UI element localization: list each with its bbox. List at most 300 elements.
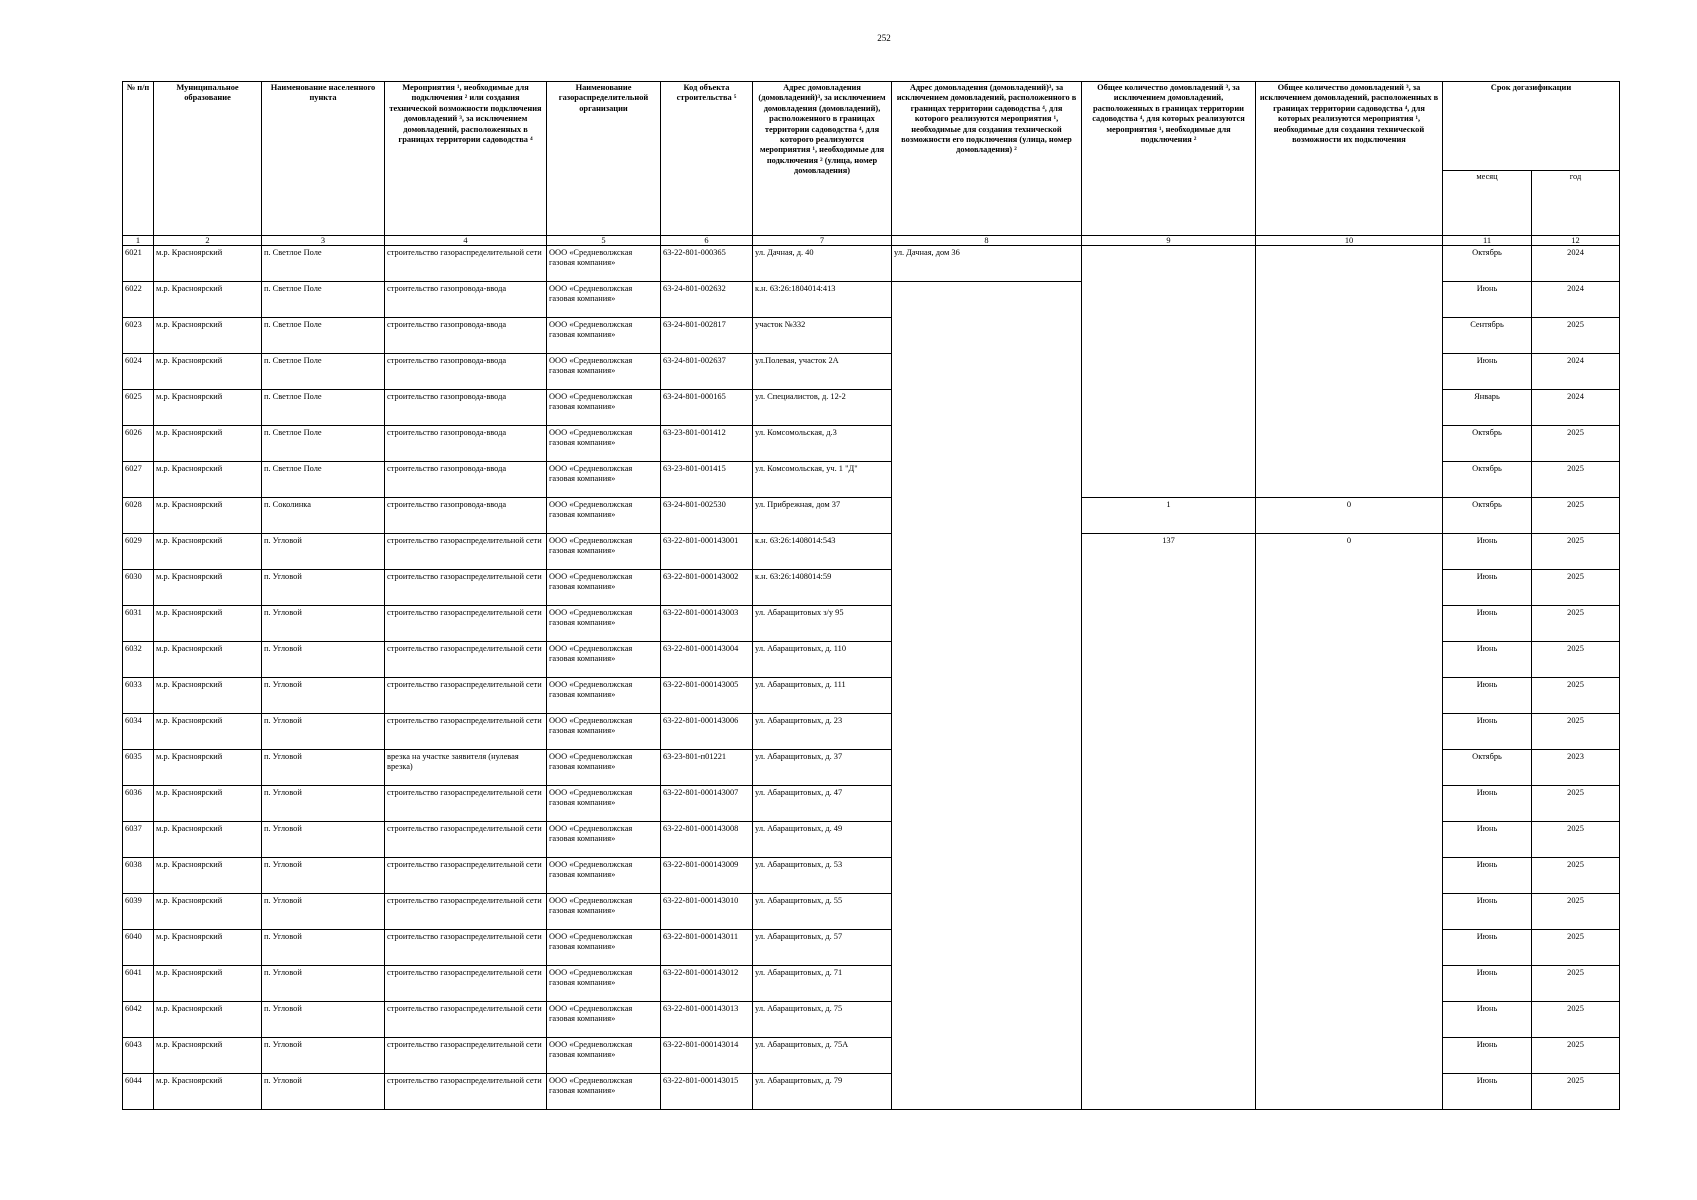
gdo-name: ООО «Средневолжская газовая компания»: [547, 1002, 661, 1038]
settlement: п. Угловой: [262, 1074, 385, 1110]
object-code: 63-22-801-000143008: [661, 822, 753, 858]
address-garden: [892, 1002, 1082, 1038]
row-number: 6038: [123, 858, 154, 894]
gdo-name: ООО «Средневолжская газовая компания»: [547, 678, 661, 714]
measure: строительство газораспределительной сети: [385, 714, 547, 750]
count-connect: [1082, 246, 1256, 282]
settlement: п. Угловой: [262, 642, 385, 678]
measure: строительство газораспределительной сети: [385, 858, 547, 894]
object-code: 63-23-801-п01221: [661, 750, 753, 786]
address: участок №332: [753, 318, 892, 354]
row-number: 6024: [123, 354, 154, 390]
row-number: 6043: [123, 1038, 154, 1074]
address-garden: [892, 318, 1082, 354]
deadline-year: 2024: [1532, 390, 1620, 426]
gdo-name: ООО «Средневолжская газовая компания»: [547, 426, 661, 462]
object-code: 63-24-801-002530: [661, 498, 753, 534]
header-num: № п/п: [123, 82, 154, 236]
row-number: 6040: [123, 930, 154, 966]
count-connect: [1082, 966, 1256, 1002]
table-row: [123, 786, 1620, 822]
deadline-month: Июнь: [1443, 1038, 1532, 1074]
measure: строительство газопровода-ввода: [385, 318, 547, 354]
deadline-month: Июнь: [1443, 858, 1532, 894]
count-tech: [1256, 246, 1443, 282]
measure: строительство газораспределительной сети: [385, 678, 547, 714]
row-number: 6022: [123, 282, 154, 318]
gdo-name: ООО «Средневолжская газовая компания»: [547, 498, 661, 534]
measure: строительство газопровода-ввода: [385, 390, 547, 426]
column-number: 11: [1443, 236, 1532, 246]
measure: строительство газопровода-ввода: [385, 282, 547, 318]
deadline-year: 2025: [1532, 1002, 1620, 1038]
address-garden: [892, 390, 1082, 426]
count-tech: [1256, 1002, 1443, 1038]
object-code: 63-22-801-000143004: [661, 642, 753, 678]
deadline-month: Июнь: [1443, 678, 1532, 714]
deadline-month: Июнь: [1443, 1002, 1532, 1038]
settlement: п. Угловой: [262, 786, 385, 822]
address-garden: [892, 894, 1082, 930]
column-number: 3: [262, 236, 385, 246]
object-code: 63-24-801-002632: [661, 282, 753, 318]
deadline-month: Октябрь: [1443, 498, 1532, 534]
address: ул.Полевая, участок 2А: [753, 354, 892, 390]
column-number: 1: [123, 236, 154, 246]
settlement: п. Соколинка: [262, 498, 385, 534]
row-number: 6030: [123, 570, 154, 606]
deadline-year: 2025: [1532, 966, 1620, 1002]
deadline-month: Июнь: [1443, 966, 1532, 1002]
deadline-month: Июнь: [1443, 894, 1532, 930]
measure: строительство газопровода-ввода: [385, 498, 547, 534]
settlement: п. Угловой: [262, 1002, 385, 1038]
table-row: [123, 966, 1620, 1002]
row-number: 6036: [123, 786, 154, 822]
settlement: п. Угловой: [262, 750, 385, 786]
deadline-month: Июнь: [1443, 534, 1532, 570]
count-tech: [1256, 462, 1443, 498]
address: ул. Комсомольская, д.3: [753, 426, 892, 462]
deadline-year: 2025: [1532, 678, 1620, 714]
address-garden: [892, 930, 1082, 966]
municipality: м.р. Красноярский: [154, 678, 262, 714]
address: ул. Абаращитовых, д. 110: [753, 642, 892, 678]
municipality: м.р. Красноярский: [154, 822, 262, 858]
address-garden: [892, 678, 1082, 714]
deadline-month: Июнь: [1443, 606, 1532, 642]
table-row: [123, 318, 1620, 354]
address-garden: [892, 714, 1082, 750]
table-row: [123, 462, 1620, 498]
row-number: 6032: [123, 642, 154, 678]
count-tech: [1256, 894, 1443, 930]
count-connect: [1082, 570, 1256, 606]
object-code: 63-22-801-000143014: [661, 1038, 753, 1074]
count-tech: [1256, 642, 1443, 678]
object-code: 63-22-801-000143001: [661, 534, 753, 570]
gdo-name: ООО «Средневолжская газовая компания»: [547, 930, 661, 966]
municipality: м.р. Красноярский: [154, 390, 262, 426]
deadline-month: Октябрь: [1443, 426, 1532, 462]
count-connect: [1082, 894, 1256, 930]
header-measures: Мероприятия ¹, необходимые для подключения ² или создания технической возможности подключения домовладений ³, за исключением домовладений, расположенных в границах территории садоводства ⁴: [385, 82, 547, 236]
column-number: 6: [661, 236, 753, 246]
deadline-month: Июнь: [1443, 642, 1532, 678]
deadline-month: Июнь: [1443, 1074, 1532, 1110]
gdo-name: ООО «Средневолжская газовая компания»: [547, 966, 661, 1002]
gdo-name: ООО «Средневолжская газовая компания»: [547, 750, 661, 786]
address-garden: ул. Дачная, дом 36: [892, 246, 1082, 282]
settlement: п. Светлое Поле: [262, 246, 385, 282]
table-row: [123, 498, 1620, 534]
header-month: месяц: [1443, 171, 1532, 236]
deadline-year: 2025: [1532, 498, 1620, 534]
deadline-month: Июнь: [1443, 786, 1532, 822]
column-number: 7: [753, 236, 892, 246]
settlement: п. Угловой: [262, 606, 385, 642]
deadline-year: 2025: [1532, 534, 1620, 570]
address: ул. Абаращитовых, д. 57: [753, 930, 892, 966]
settlement: п. Угловой: [262, 534, 385, 570]
municipality: м.р. Красноярский: [154, 714, 262, 750]
object-code: 63-22-801-000143009: [661, 858, 753, 894]
address-garden: [892, 498, 1082, 534]
municipality: м.р. Красноярский: [154, 966, 262, 1002]
gdo-name: ООО «Средневолжская газовая компания»: [547, 354, 661, 390]
count-connect: [1082, 1002, 1256, 1038]
row-number: 6027: [123, 462, 154, 498]
row-number: 6028: [123, 498, 154, 534]
header-address-excl: Адрес домовладения (домовладений)³, за исключением домовладения (домовладений), расположенного в границах территории садоводства ⁴, для которого реализуются мероприятия ¹, необходимые для подключения ² (улица, номер домовладения): [753, 82, 892, 236]
address-garden: [892, 966, 1082, 1002]
address-garden: [892, 282, 1082, 318]
address-garden: [892, 462, 1082, 498]
address-garden: [892, 426, 1082, 462]
header-year: год: [1532, 171, 1620, 236]
count-tech: [1256, 750, 1443, 786]
settlement: п. Угловой: [262, 822, 385, 858]
address-garden: [892, 1038, 1082, 1074]
municipality: м.р. Красноярский: [154, 282, 262, 318]
address: ул. Абаращитовых, д. 75А: [753, 1038, 892, 1074]
gdo-name: ООО «Средневолжская газовая компания»: [547, 822, 661, 858]
gdo-name: ООО «Средневолжская газовая компания»: [547, 1038, 661, 1074]
gasification-table: [122, 81, 1620, 1110]
table-row: [123, 894, 1620, 930]
municipality: м.р. Красноярский: [154, 1002, 262, 1038]
deadline-month: Октябрь: [1443, 750, 1532, 786]
count-connect: [1082, 714, 1256, 750]
municipality: м.р. Красноярский: [154, 750, 262, 786]
header-object-code: Код объекта строительства ⁵: [661, 82, 753, 236]
measure: строительство газораспределительной сети: [385, 606, 547, 642]
header-count-tech: Общее количество домовладений ³, за исключением домовладений, расположенных в границах территории садоводства ⁴, для которых реализуются мероприятия ¹, необходимые для создания технической возможности их подключения: [1256, 82, 1443, 236]
count-tech: 0: [1256, 498, 1443, 534]
table-row: [123, 678, 1620, 714]
address: к.н. 63:26:1408014:543: [753, 534, 892, 570]
table-row: [123, 750, 1620, 786]
municipality: м.р. Красноярский: [154, 426, 262, 462]
address-garden: [892, 1074, 1082, 1110]
object-code: 63-22-801-000143013: [661, 1002, 753, 1038]
municipality: м.р. Красноярский: [154, 606, 262, 642]
count-connect: [1082, 390, 1256, 426]
deadline-year: 2024: [1532, 282, 1620, 318]
gdo-name: ООО «Средневолжская газовая компания»: [547, 318, 661, 354]
measure: строительство газораспределительной сети: [385, 246, 547, 282]
deadline-month: Октябрь: [1443, 462, 1532, 498]
gdo-name: ООО «Средневолжская газовая компания»: [547, 894, 661, 930]
address-garden: [892, 786, 1082, 822]
column-number: 8: [892, 236, 1082, 246]
count-tech: 0: [1256, 534, 1443, 570]
settlement: п. Светлое Поле: [262, 426, 385, 462]
row-number: 6042: [123, 1002, 154, 1038]
address: ул. Абаращитовых, д. 111: [753, 678, 892, 714]
row-number: 6041: [123, 966, 154, 1002]
object-code: 63-22-801-000143012: [661, 966, 753, 1002]
table-row: [123, 606, 1620, 642]
row-number: 6026: [123, 426, 154, 462]
deadline-month: Сентябрь: [1443, 318, 1532, 354]
count-connect: [1082, 318, 1256, 354]
deadline-year: 2024: [1532, 354, 1620, 390]
settlement: п. Светлое Поле: [262, 318, 385, 354]
gdo-name: ООО «Средневолжская газовая компания»: [547, 642, 661, 678]
column-number: 12: [1532, 236, 1620, 246]
deadline-year: 2023: [1532, 750, 1620, 786]
address: ул. Комсомольская, уч. 1 "Д": [753, 462, 892, 498]
count-connect: [1082, 642, 1256, 678]
deadline-year: 2025: [1532, 318, 1620, 354]
measure: строительство газораспределительной сети: [385, 1074, 547, 1110]
deadline-month: Июнь: [1443, 570, 1532, 606]
table-row: [123, 246, 1620, 282]
gdo-name: ООО «Средневолжская газовая компания»: [547, 534, 661, 570]
address-garden: [892, 606, 1082, 642]
address-garden: [892, 822, 1082, 858]
object-code: 63-22-801-000143011: [661, 930, 753, 966]
header-deadline: Срок догазификации: [1443, 82, 1620, 171]
count-tech: [1256, 822, 1443, 858]
count-connect: [1082, 354, 1256, 390]
column-number: 2: [154, 236, 262, 246]
measure: строительство газораспределительной сети: [385, 1038, 547, 1074]
address-garden: [892, 534, 1082, 570]
municipality: м.р. Красноярский: [154, 894, 262, 930]
measure: строительство газораспределительной сети: [385, 966, 547, 1002]
municipality: м.р. Красноярский: [154, 318, 262, 354]
column-number: 10: [1256, 236, 1443, 246]
table-row: [123, 1074, 1620, 1110]
settlement: п. Светлое Поле: [262, 390, 385, 426]
header-municipality: Муниципальное образование: [154, 82, 262, 236]
object-code: 63-23-801-001412: [661, 426, 753, 462]
count-tech: [1256, 606, 1443, 642]
address: ул. Абаращитовых, д. 47: [753, 786, 892, 822]
object-code: 63-22-801-000143002: [661, 570, 753, 606]
address-garden: [892, 750, 1082, 786]
object-code: 63-22-801-000143010: [661, 894, 753, 930]
measure: врезка на участке заявителя (нулевая врезка): [385, 750, 547, 786]
gdo-name: ООО «Средневолжская газовая компания»: [547, 786, 661, 822]
count-tech: [1256, 786, 1443, 822]
gdo-name: ООО «Средневолжская газовая компания»: [547, 462, 661, 498]
count-connect: [1082, 786, 1256, 822]
settlement: п. Угловой: [262, 678, 385, 714]
page-number: 252: [877, 33, 891, 43]
table-body: [123, 246, 1620, 1110]
municipality: м.р. Красноярский: [154, 462, 262, 498]
address: ул. Прибрежная, дом 37: [753, 498, 892, 534]
count-connect: [1082, 426, 1256, 462]
deadline-year: 2025: [1532, 570, 1620, 606]
count-connect: 1: [1082, 498, 1256, 534]
deadline-year: 2025: [1532, 822, 1620, 858]
table-row: [123, 714, 1620, 750]
address: к.н. 63:26:1804014:413: [753, 282, 892, 318]
address: к.н. 63:26:1408014:59: [753, 570, 892, 606]
settlement: п. Угловой: [262, 714, 385, 750]
address: ул. Дачная, д. 40: [753, 246, 892, 282]
address: ул. Абаращитовых, д. 79: [753, 1074, 892, 1110]
gdo-name: ООО «Средневолжская газовая компания»: [547, 1074, 661, 1110]
object-code: 63-22-801-000143006: [661, 714, 753, 750]
count-connect: [1082, 462, 1256, 498]
count-connect: [1082, 858, 1256, 894]
address: ул. Абаращитовых з/у 95: [753, 606, 892, 642]
count-tech: [1256, 318, 1443, 354]
address: ул. Абаращитовых, д. 55: [753, 894, 892, 930]
settlement: п. Угловой: [262, 1038, 385, 1074]
deadline-year: 2025: [1532, 930, 1620, 966]
measure: строительство газопровода-ввода: [385, 462, 547, 498]
municipality: м.р. Красноярский: [154, 246, 262, 282]
address-garden: [892, 858, 1082, 894]
row-number: 6039: [123, 894, 154, 930]
deadline-year: 2025: [1532, 426, 1620, 462]
row-number: 6037: [123, 822, 154, 858]
measure: строительство газопровода-ввода: [385, 354, 547, 390]
deadline-month: Октябрь: [1443, 246, 1532, 282]
gdo-name: ООО «Средневолжская газовая компания»: [547, 606, 661, 642]
object-code: 63-22-801-000365: [661, 246, 753, 282]
count-tech: [1256, 282, 1443, 318]
measure: строительство газораспределительной сети: [385, 822, 547, 858]
object-code: 63-22-801-000143003: [661, 606, 753, 642]
header-address-garden: Адрес домовладения (домовладений)³, за исключением домовладений, расположенного в границах территории садоводства ⁴, для которого реализуются мероприятия ¹, необходимые для создания технической возможности его подключения (улица, номер домовладения) ²: [892, 82, 1082, 236]
object-code: 63-22-801-000143007: [661, 786, 753, 822]
count-tech: [1256, 1038, 1443, 1074]
settlement: п. Светлое Поле: [262, 462, 385, 498]
settlement: п. Угловой: [262, 966, 385, 1002]
row-number: 6044: [123, 1074, 154, 1110]
row-number: 6033: [123, 678, 154, 714]
deadline-month: Июнь: [1443, 354, 1532, 390]
measure: строительство газораспределительной сети: [385, 642, 547, 678]
object-code: 63-24-801-002637: [661, 354, 753, 390]
deadline-year: 2024: [1532, 246, 1620, 282]
table-row: [123, 426, 1620, 462]
table-row: [123, 930, 1620, 966]
municipality: м.р. Красноярский: [154, 930, 262, 966]
object-code: 63-23-801-001415: [661, 462, 753, 498]
count-connect: [1082, 282, 1256, 318]
address: ул. Абаращитовых, д. 37: [753, 750, 892, 786]
count-connect: [1082, 750, 1256, 786]
header-gdo: Наименование газораспределительной организации: [547, 82, 661, 236]
measure: строительство газораспределительной сети: [385, 1002, 547, 1038]
deadline-year: 2025: [1532, 462, 1620, 498]
measure: строительство газораспределительной сети: [385, 930, 547, 966]
row-number: 6035: [123, 750, 154, 786]
table-row: [123, 1002, 1620, 1038]
object-code: 63-22-801-000143015: [661, 1074, 753, 1110]
measure: строительство газораспределительной сети: [385, 570, 547, 606]
municipality: м.р. Красноярский: [154, 642, 262, 678]
count-connect: [1082, 822, 1256, 858]
municipality: м.р. Красноярский: [154, 1038, 262, 1074]
table-row: [123, 534, 1620, 570]
count-connect: [1082, 678, 1256, 714]
count-tech: [1256, 714, 1443, 750]
table-row: [123, 1038, 1620, 1074]
measure: строительство газопровода-ввода: [385, 426, 547, 462]
count-connect: 137: [1082, 534, 1256, 570]
address-garden: [892, 354, 1082, 390]
count-tech: [1256, 678, 1443, 714]
table-row: [123, 390, 1620, 426]
count-connect: [1082, 1038, 1256, 1074]
table-row: [123, 354, 1620, 390]
header-settlement: Наименование населенного пункта: [262, 82, 385, 236]
column-number: 4: [385, 236, 547, 246]
table-row: [123, 570, 1620, 606]
row-number: 6034: [123, 714, 154, 750]
row-number: 6031: [123, 606, 154, 642]
row-number: 6025: [123, 390, 154, 426]
gdo-name: ООО «Средневолжская газовая компания»: [547, 246, 661, 282]
gdo-name: ООО «Средневолжская газовая компания»: [547, 714, 661, 750]
deadline-year: 2025: [1532, 642, 1620, 678]
table-row: [123, 858, 1620, 894]
count-tech: [1256, 930, 1443, 966]
deadline-year: 2025: [1532, 1074, 1620, 1110]
deadline-month: Июнь: [1443, 282, 1532, 318]
address-garden: [892, 570, 1082, 606]
table-row: [123, 282, 1620, 318]
count-connect: [1082, 606, 1256, 642]
address: ул. Абаращитовых, д. 53: [753, 858, 892, 894]
settlement: п. Угловой: [262, 570, 385, 606]
row-number: 6029: [123, 534, 154, 570]
object-code: 63-24-801-000165: [661, 390, 753, 426]
table-row: [123, 822, 1620, 858]
deadline-year: 2025: [1532, 1038, 1620, 1074]
gdo-name: ООО «Средневолжская газовая компания»: [547, 858, 661, 894]
table-row: [123, 642, 1620, 678]
deadline-year: 2025: [1532, 894, 1620, 930]
object-code: 63-24-801-002817: [661, 318, 753, 354]
address: ул. Абаращитовых, д. 71: [753, 966, 892, 1002]
row-number: 6021: [123, 246, 154, 282]
municipality: м.р. Красноярский: [154, 786, 262, 822]
municipality: м.р. Красноярский: [154, 570, 262, 606]
settlement: п. Угловой: [262, 894, 385, 930]
address: ул. Абаращитовых, д. 23: [753, 714, 892, 750]
count-tech: [1256, 426, 1443, 462]
